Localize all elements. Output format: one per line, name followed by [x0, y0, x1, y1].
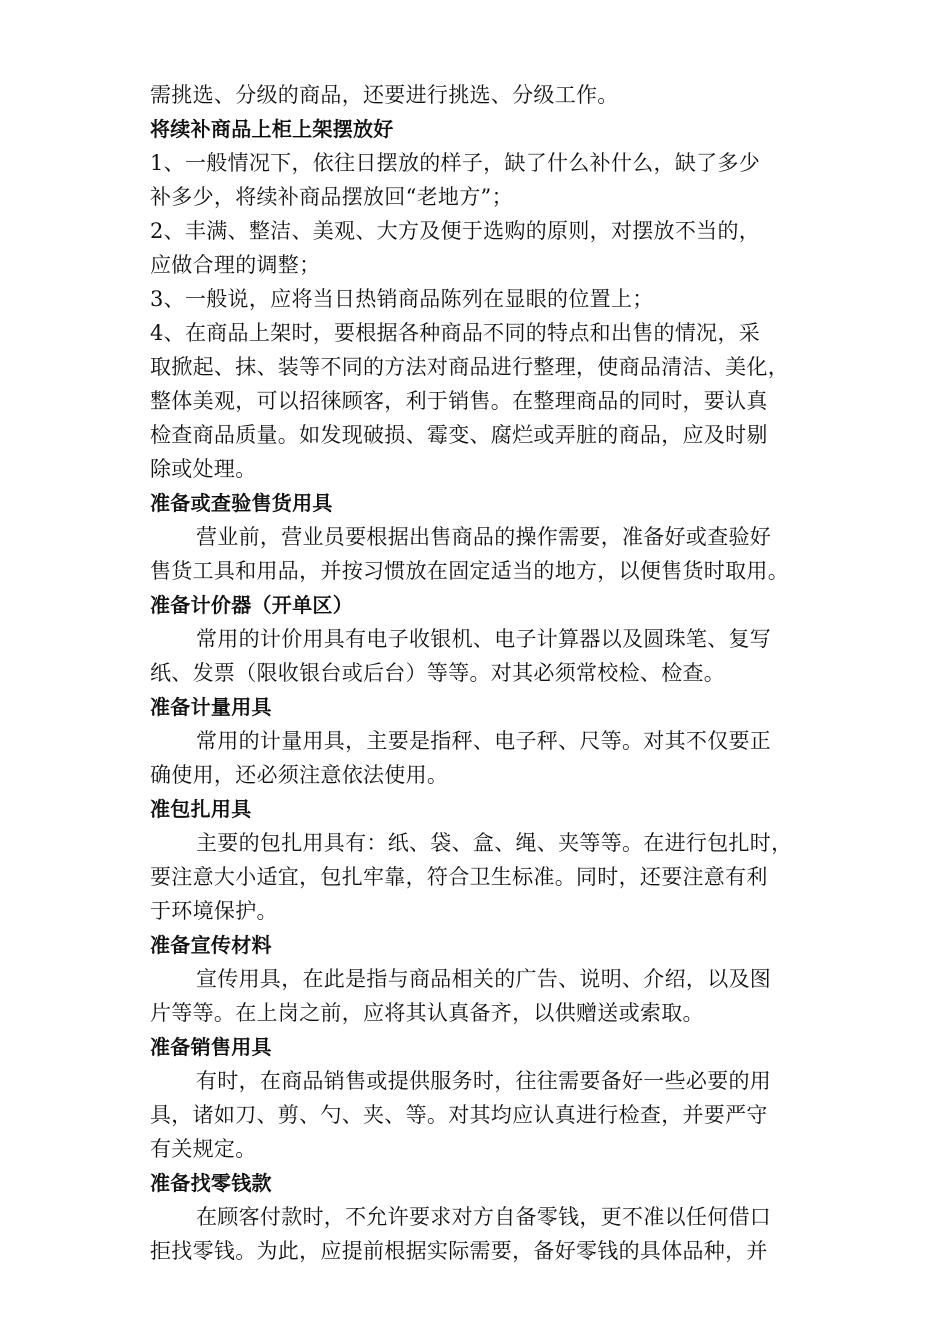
section-heading: 准备计价器（开单区）	[150, 593, 353, 617]
paragraph-line: 要注意大小适宜，包扎牢靠，符合卫生标准。同时，还要注意有利	[150, 865, 768, 889]
paragraph-line: 1、一般情况下，依往日摆放的样子，缺了什么补什么，缺了多少	[150, 151, 761, 175]
paragraph-line: 于环境保护。	[150, 899, 278, 923]
paragraph-line: 整体美观，可以招徕顾客，利于销售。在整理商品的同时，要认真	[150, 389, 768, 413]
paragraph-line: 需挑选、分级的商品，还要进行挑选、分级工作。	[150, 83, 619, 107]
paragraph-line: 拒找零钱。为此，应提前根据实际需要，备好零钱的具体品种，并	[150, 1239, 768, 1263]
section-heading: 准包扎用具	[150, 797, 252, 821]
paragraph-line: 检查商品质量。如发现破损、霉变、腐烂或弄脏的商品，应及时剔	[150, 423, 768, 447]
paragraph-line: 除或处理。	[150, 457, 257, 481]
section-heading: 准备或查验售货用具	[150, 491, 333, 515]
section-heading: 准备宣传材料	[150, 933, 272, 957]
section-heading: 将续补商品上柜上架摆放好	[150, 117, 394, 141]
section-heading: 准备销售用具	[150, 1035, 272, 1059]
paragraph-line: 具，诸如刀、剪、勺、夹、等。对其均应认真进行检查，并要严守	[150, 1103, 768, 1127]
paragraph-line: 宣传用具，在此是指与商品相关的广告、说明、介绍，以及图	[196, 967, 772, 991]
paragraph-line: 主要的包扎用具有：纸、袋、盒、绳、夹等等。在进行包扎时，	[196, 831, 793, 855]
paragraph-line: 片等等。在上岗之前，应将其认真备齐，以供赠送或索取。	[150, 1001, 704, 1025]
paragraph-line: 常用的计量用具，主要是指秤、电子秤、尺等。对其不仅要正	[196, 729, 772, 753]
paragraph-line: 常用的计价用具有电子收银机、电子计算器以及圆珠笔、复写	[196, 627, 772, 651]
paragraph-line: 在顾客付款时，不允许要求对方自备零钱，更不准以任何借口	[196, 1205, 772, 1229]
document-body	[150, 78, 810, 1268]
paragraph-line: 确使用，还必须注意依法使用。	[150, 763, 449, 787]
paragraph-line: 2、丰满、整洁、美观、大方及便于选购的原则，对摆放不当的，	[150, 219, 761, 243]
paragraph-line: 有关规定。	[150, 1137, 257, 1161]
paragraph-line: 售货工具和用品，并按习惯放在固定适当的地方，以便售货时取用。	[150, 559, 789, 583]
paragraph-line: 有时，在商品销售或提供服务时，往往需要备好一些必要的用	[196, 1069, 772, 1093]
section-heading: 准备找零钱款	[150, 1171, 272, 1195]
paragraph-line: 4、在商品上架时，要根据各种商品不同的特点和出售的情况，采	[150, 321, 761, 345]
paragraph-line: 纸、发票（限收银台或后台）等等。对其必须常校检、检查。	[150, 661, 726, 685]
section-heading: 准备计量用具	[150, 695, 272, 719]
paragraph-line: 营业前，营业员要根据出售商品的操作需要，准备好或查验好	[196, 525, 772, 549]
paragraph-line: 应做合理的调整；	[150, 253, 321, 277]
paragraph-line: 补多少，将续补商品摆放回“老地方”；	[150, 185, 513, 209]
paragraph-line: 取掀起、抹、装等不同的方法对商品进行整理，使商品清洁、美化，	[150, 355, 789, 379]
paragraph-line: 3、一般说，应将当日热销商品陈列在显眼的位置上；	[150, 287, 654, 311]
